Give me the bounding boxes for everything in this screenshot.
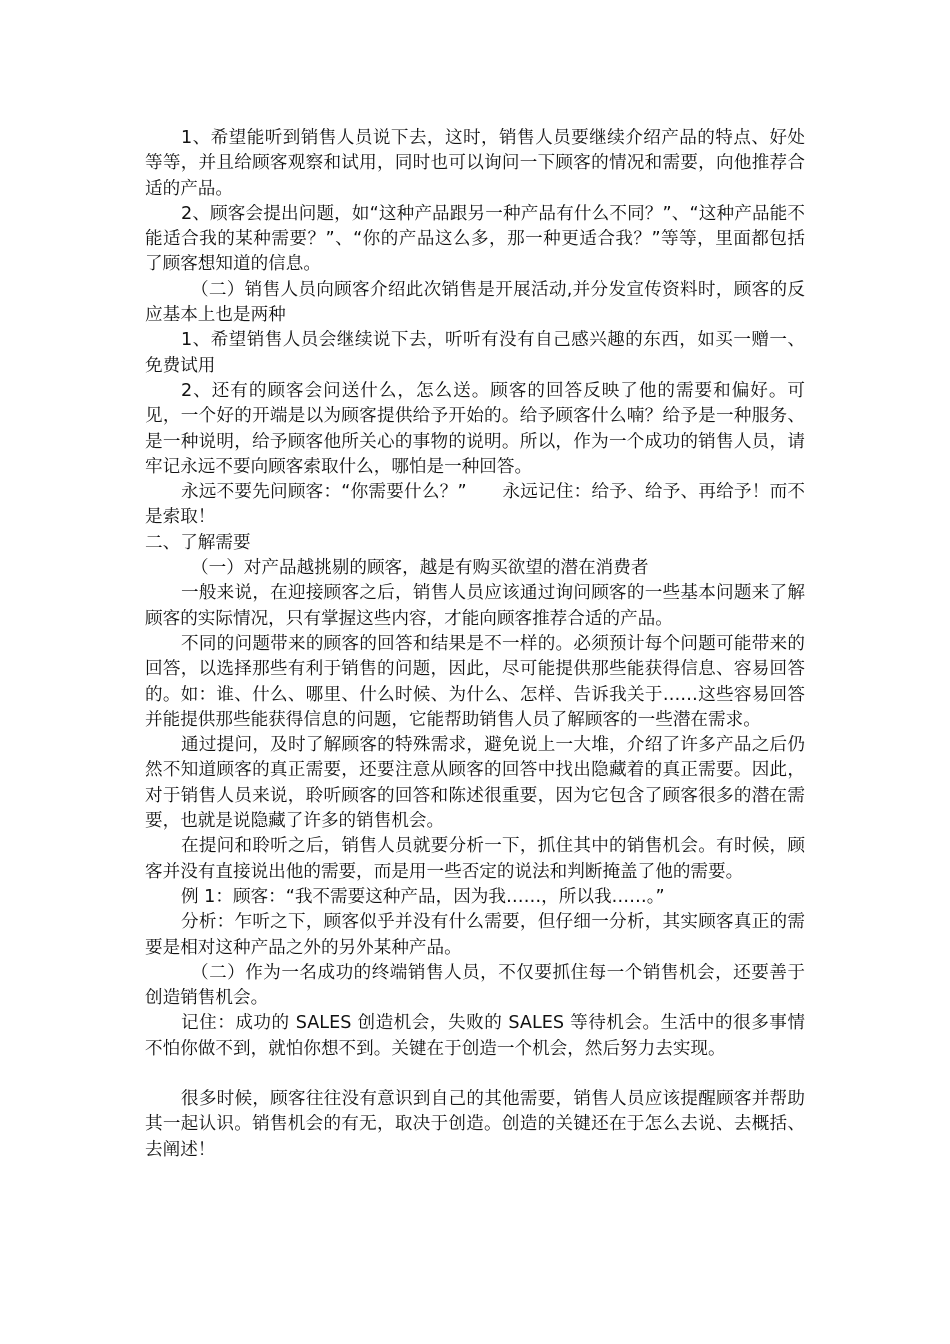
paragraph-analyze: 在提问和聆听之后，销售人员就要分析一下，抓住其中的销售机会。有时候，顾客并没有直接说出他的需要，而是用一些否定的说法和判断掩盖了他的需要。 <box>145 836 805 882</box>
paragraph-response-2: 2、顾客会提出问题，如“这种产品跟另一种产品有什么不同？”、“这种产品能不能适合我的某种需要？”、“你的产品这么多，那一种更适合我？”等等，里面都包括了顾客想知道的信息。 <box>145 203 805 275</box>
paragraph-promo-response-1: 1、希望销售人员会继续说下去，听听有没有自己感兴趣的东西，如买一赠一、免费试用 <box>145 330 805 376</box>
paragraph-different-questions: 不同的问题带来的顾客的回答和结果是不一样的。必须预计每个问题可能带来的回答，以选择那些有利于销售的问题，因此，尽可能提供那些能获得信息、容易回答的。如：谁、什么、哪里、什么时候、为什么、怎样、告诉我关于……这些容易回答并能提供那些能获得信息的问题，它能帮助销售人员了解顾客的一些潜在需求。 <box>145 633 805 730</box>
paragraph-promo-response-2: 2、还有的顾客会问送什么，怎么送。顾客的回答反映了他的需要和偏好。可见，一个好的开端是以为顾客提供给予开始的。给予顾客什么喃？给予是一种服务、是一种说明，给予顾客他所关心的事物的说明。所以，作为一个成功的销售人员，请牢记永远不要向顾客索取什么，哪怕是一种回答。 <box>145 380 805 477</box>
paragraph-example-1: 例 1：顾客：“我不需要这种产品，因为我……，所以我……。” <box>181 886 665 907</box>
paragraph-closing: 很多时候，顾客往往没有意识到自己的其他需要，销售人员应该提醒顾客并帮助其一起认识。销售机会的有无，取决于创造。创造的关键还在于怎么去说、去概括、去阐述！ <box>145 1088 805 1160</box>
paragraph-ask-questions: 一般来说，在迎接顾客之后，销售人员应该通过询问顾客的一些基本问题来了解顾客的实际情况，只有掌握这些内容，才能向顾客推荐合适的产品。 <box>145 583 805 629</box>
paragraph-response-1: 1、希望能听到销售人员说下去，这时，销售人员要继续介绍产品的特点、好处等等，并且给顾客观察和试用，同时也可以询问一下顾客的情况和需要，向他推荐合适的产品。 <box>145 128 805 199</box>
chapter-heading-understand-needs: 二、了解需要 <box>145 532 251 553</box>
paragraph-analysis: 分析：乍听之下，顾客似乎并没有什么需要，但仔细一分析，其实顾客真正的需要是相对这种产品之外的另外某种产品。 <box>145 912 805 958</box>
paragraph-motto: 永远不要先问顾客：“你需要什么？” 永远记住：给予、给予、再给予！而不是索取！ <box>145 482 805 528</box>
section-heading-picky-customers: （一）对产品越挑剔的顾客，越是有购买欲望的潜在消费者 <box>191 558 649 579</box>
paragraph-listen: 通过提问，及时了解顾客的特殊需求，避免说上一大堆，介绍了许多产品之后仍然不知道顾客的真正需要，还要注意从顾客的回答中找出隐藏着的真正需要。因此，对于销售人员来说，聆听顾客的回答和陈述很重要，因为它包含了顾客很多的潜在需要，也就是说隐藏了许多的销售机会。 <box>145 735 805 832</box>
section-heading-2: （二）销售人员向顾客介绍此次销售是开展活动,并分发宣传资料时，顾客的反应基本上也是两种 <box>145 279 805 326</box>
section-heading-create-opportunity: （二）作为一名成功的终端销售人员，不仅要抓住每一个销售机会，还要善于创造销售机会。 <box>145 962 805 1009</box>
paragraph-remember: 记住：成功的 SALES 创造机会，失败的 SALES 等待机会。生活中的很多事情不怕你做不到，就怕你想不到。关键在于创造一个机会，然后努力去实现。 <box>145 1013 805 1059</box>
document-body <box>145 126 805 1163</box>
